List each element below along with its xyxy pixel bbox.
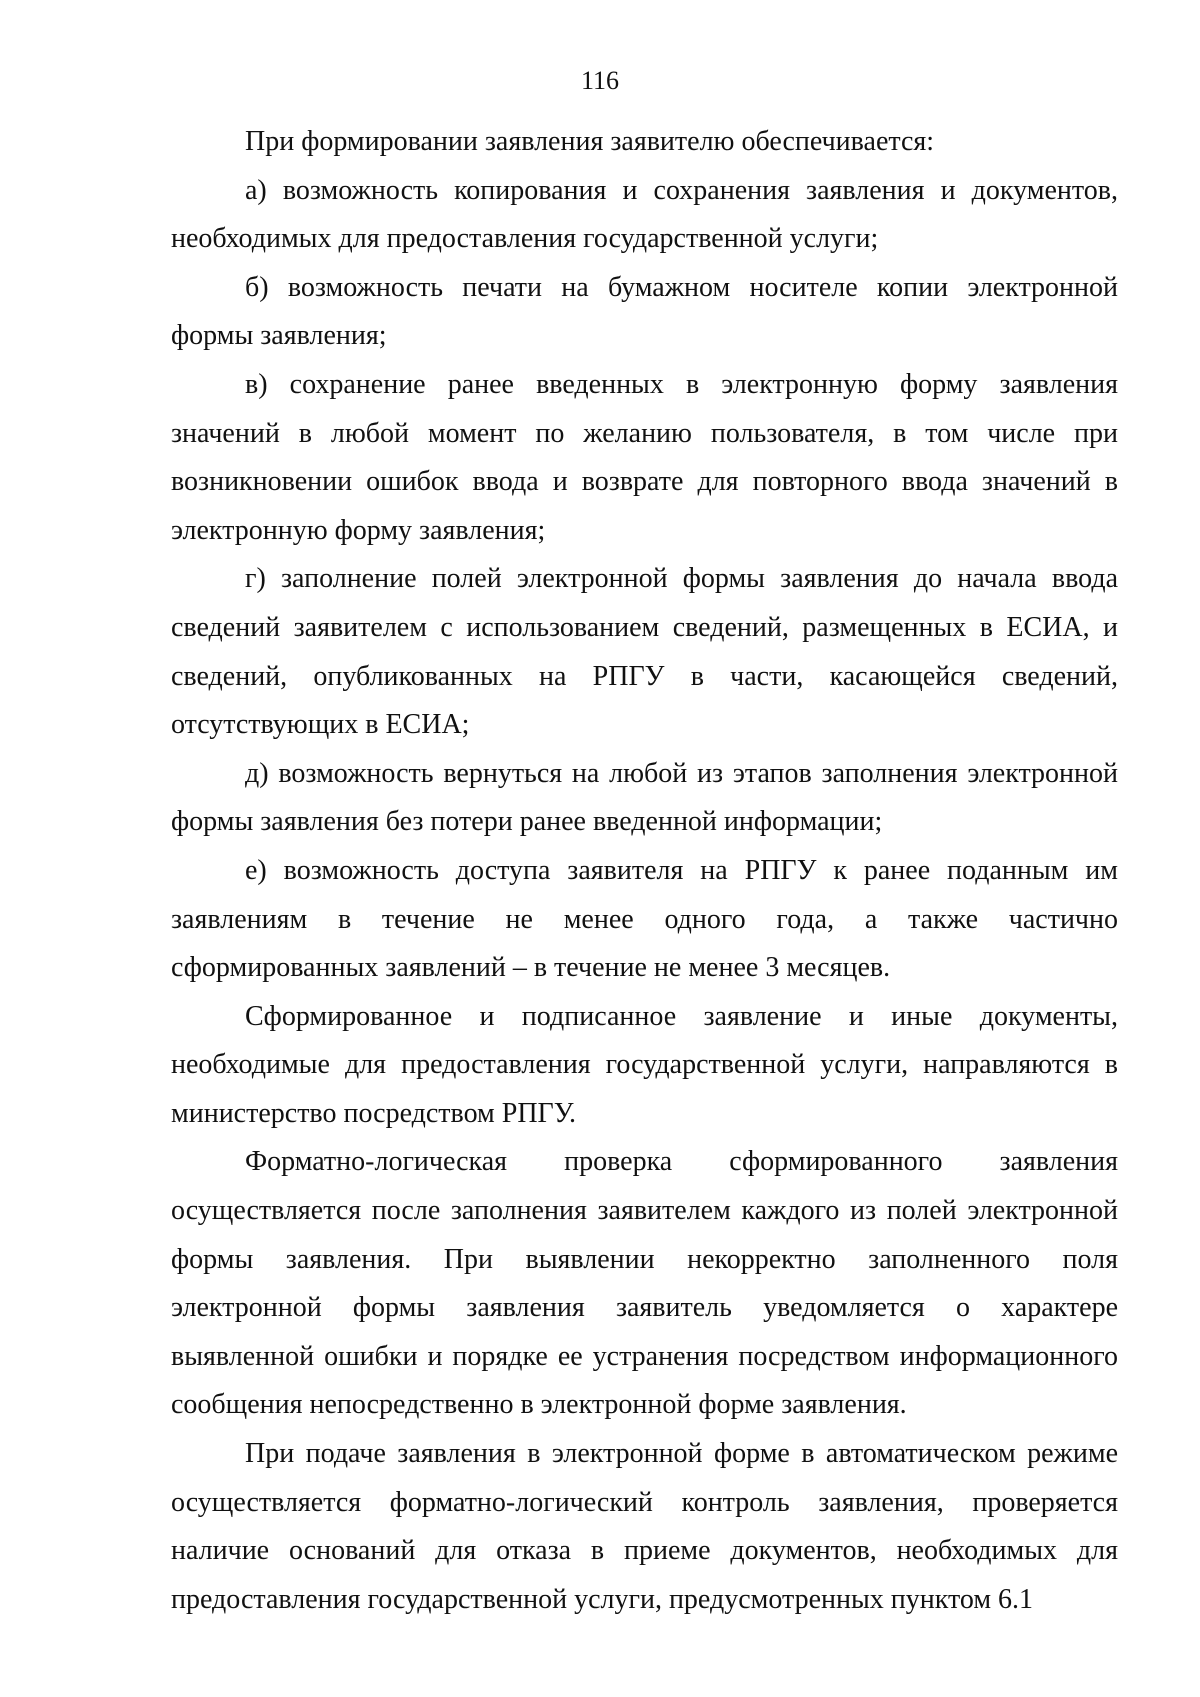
paragraph-format-check: Форматно-логическая проверка сформированного заявления осуществляется после заполнения заявителем каждого из полей электронной формы заявления. При выявлении некорректно заполненного поля электронной формы заявления заявитель уведомляется о характере выявленной ошибки и порядке ее устранения посредством информационного сообщения непосредственно в электронной форме заявления. xyxy=(171,1146,1118,1421)
paragraph-intro: При формировании заявления заявителю обеспечивается: xyxy=(245,126,935,157)
list-item-v: в) сохранение ранее введенных в электронную форму заявления значений в любой момент по желанию пользователя, в том числе при возникновении ошибок ввода и возврате для повторного ввода значений в электронную форму заявления; xyxy=(171,368,1118,546)
list-item-e: е) возможность доступа заявителя на РПГУ к ранее поданным им заявлениям в течение не менее одного года, а также частично сформированных заявлений – в течение не менее 3 месяцев. xyxy=(171,854,1118,984)
paragraph-electronic-submission: При подаче заявления в электронной форме в автоматическом режиме осуществляется форматно-логический контроль заявления, проверяется наличие оснований для отказа в приеме документов, необходимых для предоставления государственной услуги, предусмотренных пунктом 6.1 xyxy=(171,1438,1118,1615)
document-body xyxy=(171,118,1118,1624)
paragraph-submission: Сформированное и подписанное заявление и иные документы, необходимые для предоставления государственной услуги, направляются в министерство посредством РПГУ. xyxy=(171,1000,1118,1129)
page-number: 116 xyxy=(580,66,620,95)
list-item-b: б) возможность печати на бумажном носителе копии электронной формы заявления; xyxy=(171,271,1118,352)
list-item-a: а) возможность копирования и сохранения заявления и документов, необходимых для предоставления государственной услуги; xyxy=(171,174,1118,255)
list-item-g: г) заполнение полей электронной формы заявления до начала ввода сведений заявителем с использованием сведений, размещенных в ЕСИА, и сведений, опубликованных на РПГУ в части, касающейся сведений, отсутствующих в ЕСИА; xyxy=(171,563,1118,741)
list-item-d: д) возможность вернуться на любой из этапов заполнения электронной формы заявления без потери ранее введенной информации; xyxy=(171,757,1118,838)
